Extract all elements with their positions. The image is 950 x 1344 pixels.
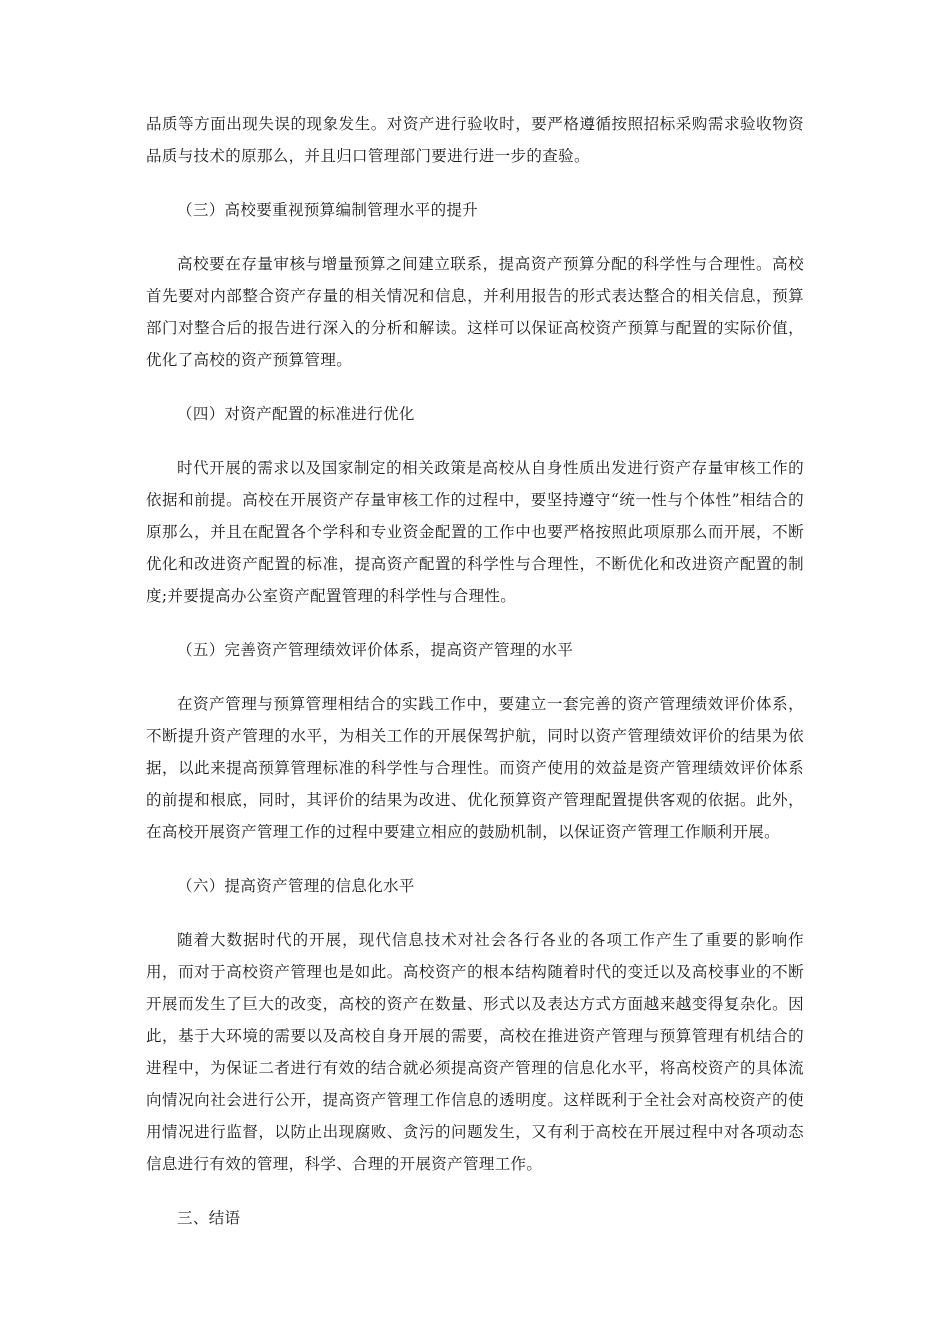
paragraph-intro: 品质等方面出现失误的现象发生。对资产进行验收时，要严格遵循按照招标采购需求验收物资品质与技术的原那么，并且归口管理部门要进行进一步的查验。 [146, 115, 804, 165]
paragraph-section-5: 在资产管理与预算管理相结合的实践工作中，要建立一套完善的资产管理绩效评价体系，不断提升资产管理的水平，为相关工作的开展保驾护航，同时以资产管理绩效评价的结果为依据，以此来提高预算管理标准的科学性与合理性。而资产使用的效益是资产管理绩效评价体系的前提和根底，同时，其评价的结果为改进、优化预算资产管理配置提供客观的依据。此外，在高校开展资产管理工作的过程中要建立相应的鼓励机制，以保证资产管理工作顺利开展。 [146, 695, 804, 841]
document-page [146, 108, 804, 1234]
paragraph-section-6: 随着大数据时代的开展，现代信息技术对社会各行各业的各项工作产生了重要的影响作用，而对于高校资产管理也是如此。高校资产的根本结构随着时代的变迁以及高校事业的不断开展而发生了巨大的改变，高校的资产在数量、形式以及表达方式方面越来越变得复杂化。因此，基于大环境的需要以及高校自身开展的需要，高校在推进资产管理与预算管理有机结合的进程中，为保证二者进行有效的结合就必须提高资产管理的信息化水平，将高校资产的具体流向情况向社会进行公开，提高资产管理工作信息的透明度。这样既利于全社会对高校资产的使用情况进行监督，以防止出现腐败、贪污的问题发生，又有利于高校在开展过程中对各项动态信息进行有效的管理，科学、合理的开展资产管理工作。 [146, 931, 804, 1173]
heading-conclusion: 三、结语 [177, 1209, 241, 1227]
paragraph-section-3: 高校要在存量审核与增量预算之间建立联系，提高资产预算分配的科学性与合理性。高校首先要对内部整合资产存量的相关情况和信息，并利用报告的形式表达整合的相关信息，预算部门对整合后的报告进行深入的分析和解读。这样可以保证高校资产预算与配置的实际价值，优化了高校的资产预算管理。 [146, 255, 804, 369]
heading-section-6: （六）提高资产管理的信息化水平 [177, 877, 415, 895]
heading-section-3: （三）高校要重视预算编制管理水平的提升 [177, 201, 479, 219]
paragraph-section-4: 时代开展的需求以及国家制定的相关政策是高校从自身性质出发进行资产存量审核工作的依据和前提。高校在开展资产存量审核工作的过程中，要坚持遵守“统一性与个体性”相结合的原那么，并且在配置各个学科和专业资金配置的工作中也要严格按照此项原那么而开展，不断优化和改进资产配置的标准，提高资产配置的科学性与合理性，不断优化和改进资产配置的制度;并要提高办公室资产配置管理的科学性与合理性。 [146, 459, 804, 605]
heading-section-5: （五）完善资产管理绩效评价体系，提高资产管理的水平 [177, 641, 574, 659]
heading-section-4: （四）对资产配置的标准进行优化 [177, 405, 415, 423]
